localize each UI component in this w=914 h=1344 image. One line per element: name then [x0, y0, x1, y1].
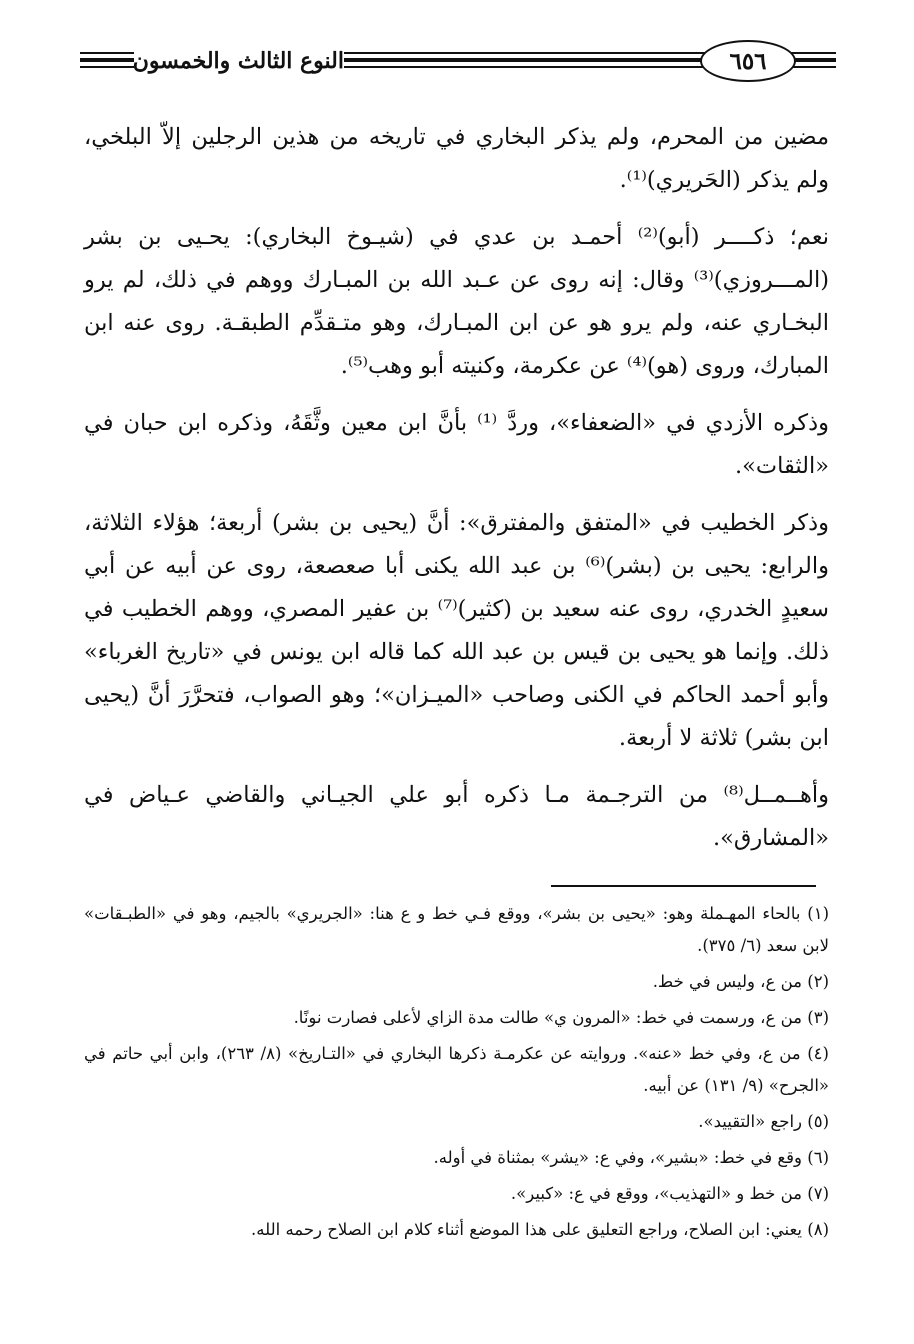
footnote: (١) بالحاء المهـملة وهو: «يحيى بن بشر»، ووقع فـي خط و ع هنا: «الجريري» بالجيم، وهو في «الطبـقات» لابن سعد (٦/ ٣٧٥). — [84, 904, 829, 955]
footnote: (٤) من ع، وفي خط «عنه». وروايته عن عكرمـة ذكرها البخاري في «التـاريخ» (٨/ ٢٦٣)، وابن أبي حاتم في «الجرح» (٩/ ١٣١) عن أبيه. — [84, 1044, 829, 1095]
paragraph: وأهــمــل⁽⁸⁾ من الترجـمة مـا ذكره أبو علي الجيـاني والقاضي عـياض في «المشارق». — [84, 782, 829, 851]
footnotes — [84, 898, 829, 1250]
running-title: النوع الثالث والخمسون — [132, 48, 344, 74]
paragraph: وذكره الأزدي في «الضعفاء»، وردَّ ⁽¹⁾ بأنَّ ابن معين وثَّقَهُ، وذكره ابن حبان في «الثقات». — [84, 410, 829, 479]
footnote: (٧) من خط و «التهذيب»، ووقع في ع: «كبير». — [510, 1184, 829, 1203]
paragraph: وذكر الخطيب في «المتفق والمفترق»: أنَّ (يحيى بن بشر) أربعة؛ هؤلاء الثلاثة، والرابع: يحيى بن (بشر)⁽⁶⁾ بن عبد الله يكنى أبا صعصعة، روى عن أبيه عن أبي سعيدٍ الخدري، روى عنه سعيد بن (كثير)⁽⁷⁾ بن عفير المصري، ووهم الخطيب في ذلك. وإنما هو يحيى بن قيس بن عبد الله كما قاله ابن يونس في «تاريخ الغرباء» وأبو أحمد الحاكم في الكنى وصاحب «الميـزان»؛ وهو الصواب، فتحرَّرَ أنَّ (يحيى ابن بشر) ثلاثة لا أربعة. — [84, 510, 829, 751]
footnote: (٥) راجع «التقييد». — [698, 1112, 829, 1131]
paragraph: نعم؛ ذكــــر (أبو)⁽²⁾ أحمـد بن عدي في (شيـوخ البخاري): يحـيى بن بشر (المـــروزي)⁽³⁾ وقال: إنه روى عن عـبد الله بن المبـارك ووهم في ذلك، لم يرو البخـاري عنه، ولم يرو هو عن ابن المبـارك، وهو متـقدِّم الطبقـة. روى عنه ابن المبارك، وروى (هو)⁽⁴⁾ عن عكرمة، وكنيته أبو وهب⁽⁵⁾. — [84, 224, 829, 379]
paragraph: مضين من المحرم، ولم يذكر البخاري في تاريخه من هذين الرجلين إلاّ البلخي، ولم يذكر (الحَريري)⁽¹⁾. — [84, 124, 829, 193]
main-text — [84, 116, 829, 874]
page-number: ٦٥٦ — [700, 40, 796, 82]
footnote: (٨) يعني: ابن الصلاح، وراجع التعليق على هذا الموضع أثناء كلام ابن الصلاح رحمه الله. — [251, 1220, 829, 1239]
page-header — [80, 34, 836, 94]
footnote: (٣) من ع، ورسمت في خط: «المرون ي» طالت مدة الزاي لأعلى فصارت نونًا. — [293, 1008, 829, 1027]
footnote: (٢) من ع، وليس في خط. — [652, 972, 829, 991]
footnote-separator — [551, 885, 816, 887]
footnote: (٦) وقع في خط: «بشير»، وفي ع: «يشر» بمثناة في أوله. — [433, 1148, 829, 1167]
